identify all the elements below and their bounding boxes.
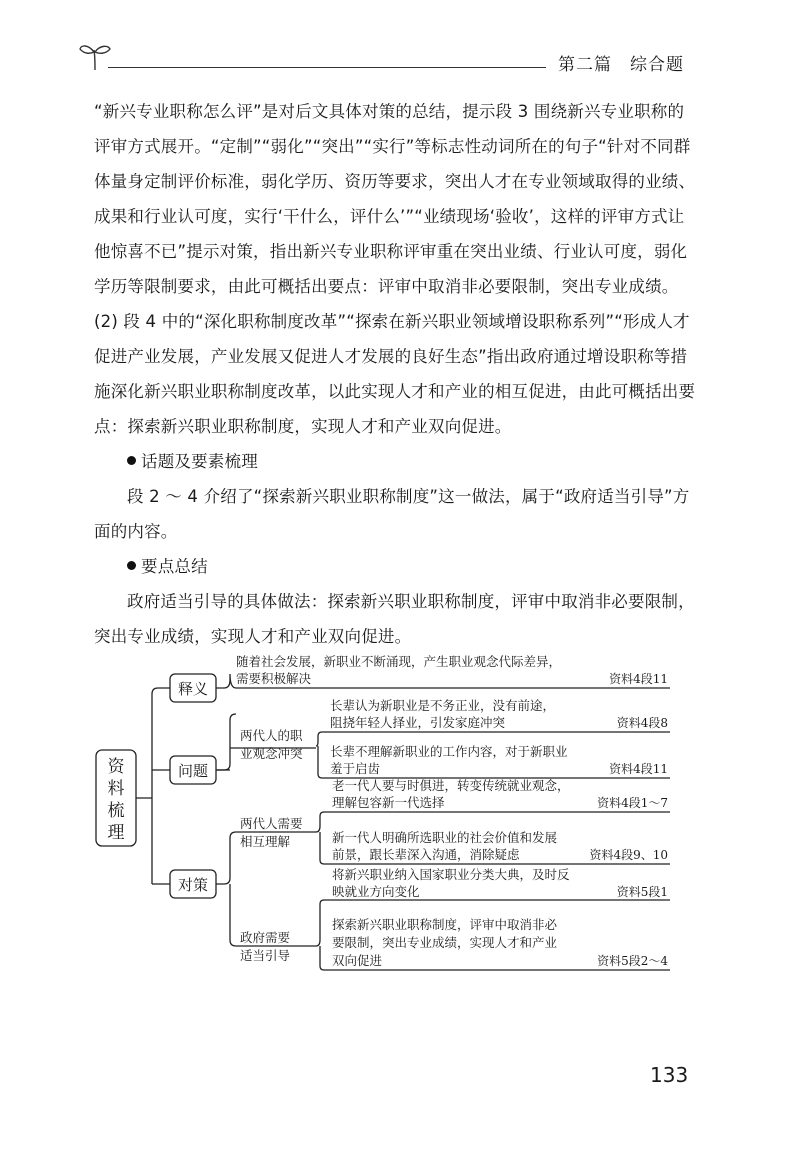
duice-item-text: 探索新兴职业职称制度，评审中取消非必 xyxy=(332,917,558,932)
wenti-sub-label: 业观念冲突 xyxy=(240,746,303,761)
source-ref: 资料5段1 xyxy=(616,885,668,899)
duice-group-label: 相互理解 xyxy=(240,834,291,849)
root-char: 理 xyxy=(107,823,125,843)
header-rule xyxy=(108,67,546,68)
branch-label-duice: 对策 xyxy=(177,876,209,894)
duice-item-text: 老一代人要与时俱进，转变传统就业观念， xyxy=(332,778,570,793)
duice-item-text: 要限制，突出专业成绩，实现人才和产业 xyxy=(332,935,558,950)
bullet-icon xyxy=(127,456,136,465)
source-ref: 资料4段11 xyxy=(609,762,668,776)
wenti-sub-label: 两代人的职 xyxy=(240,728,303,743)
root-char: 梳 xyxy=(107,801,125,821)
branch-label-shiyi: 释义 xyxy=(177,680,209,698)
shiyi-text-line: 随着社会发展，新职业不断涌现，产生职业观念代际差异， xyxy=(236,654,562,669)
duice-item-text: 映就业方向变化 xyxy=(332,884,420,899)
body-text xyxy=(94,94,698,654)
sprout-icon xyxy=(78,40,112,72)
summary-body: 政府适当引导的具体做法：探索新兴职业职称制度，评审中取消非必要限制，突出专业成绩，实现人才和产业双向促进。 xyxy=(94,592,695,646)
root-char: 料 xyxy=(107,779,125,799)
analysis-paragraph: “新兴专业职称怎么评”是对后文具体对策的总结，提示段 3 围绕新兴专业职称的评审方式展开。“定制”“弱化”“突出”“实行”等标志性动词所在的句子“针对不同群体量身定制评价标准，弱化学历、资历等要求，突出人才在专业领域取得的业绩、成果和行业认可度，实行‘干什么，评什么’”“业绩现场‘验收’，这样的评审方式让他惊喜不已”提示对策，指出新兴专业职称评审重在突出业绩、行业认可度，弱化学历等限制要求，由此可概括出要点：评审中取消非必要限制，突出专业成绩。(2) 段 4 中的“深化职称制度改革”“探索在新兴职业领域增设职称系列”“形成人才促进产业发展，产业发展又促进人才发展的良好生态”指出政府通过增设职称等措施深化新兴职业职称制度改革，以此实现人才和产业的相互促进，由此可概括出要点：探索新兴职业职称制度，实现人才和产业双向促进。 xyxy=(94,102,696,436)
duice-item-text: 前景，跟长辈深入沟通，消除疑虑 xyxy=(332,847,520,862)
source-ref: 资料4段1～7 xyxy=(597,796,668,810)
liangdai-item1-line xyxy=(316,812,670,832)
duice-item-text: 理解包容新一代选择 xyxy=(332,795,445,810)
topic-heading: 话题及要素梳理 xyxy=(94,444,698,479)
page-number: 133 xyxy=(650,1063,689,1087)
mind-map xyxy=(90,650,690,994)
wenti-line xyxy=(216,714,236,770)
duice-group-label: 政府需要 xyxy=(240,930,291,945)
duice-item-text: 双向促进 xyxy=(332,953,383,968)
duice-item-text: 将新兴职业纳入国家职业分类大典，及时反 xyxy=(332,867,570,882)
wenti-item-text: 羞于启齿 xyxy=(330,761,381,776)
header-title: 综合题 xyxy=(630,55,684,75)
running-header xyxy=(558,50,684,75)
trunk-line xyxy=(136,694,152,884)
root-char: 资 xyxy=(107,757,125,777)
branch-label-wenti: 问题 xyxy=(177,762,209,780)
source-ref: 资料4段9、10 xyxy=(589,848,668,862)
bullet-icon xyxy=(127,561,136,570)
duice-item-text: 新一代人明确所选职业的社会价值和发展 xyxy=(332,830,558,845)
topic-body: 段 2 ～ 4 介绍了“探索新兴职业职称制度”这一做法，属于“政府适当引导”方面的内容。 xyxy=(94,487,690,541)
wenti-item-text: 长辈不理解新职业的工作内容，对于新职业 xyxy=(330,744,568,759)
shiyi-text-line: 需要积极解决 xyxy=(236,671,312,686)
mind-map-svg xyxy=(90,650,690,990)
wenti-item-text: 阻挠年轻人择业，引发家庭冲突 xyxy=(330,715,506,730)
source-ref: 资料4段8 xyxy=(616,716,668,730)
trunk-branches xyxy=(152,688,170,884)
source-ref: 资料5段2～4 xyxy=(597,954,668,968)
duice-group-label: 两代人需要 xyxy=(240,816,303,831)
duice-group-label: 适当引导 xyxy=(240,948,291,963)
source-ref: 资料4段11 xyxy=(609,672,668,686)
wenti-item-text: 长辈认为新职业是不务正业，没有前途， xyxy=(330,698,556,713)
header-section: 第二篇 xyxy=(558,55,612,75)
summary-heading: 要点总结 xyxy=(94,549,698,584)
